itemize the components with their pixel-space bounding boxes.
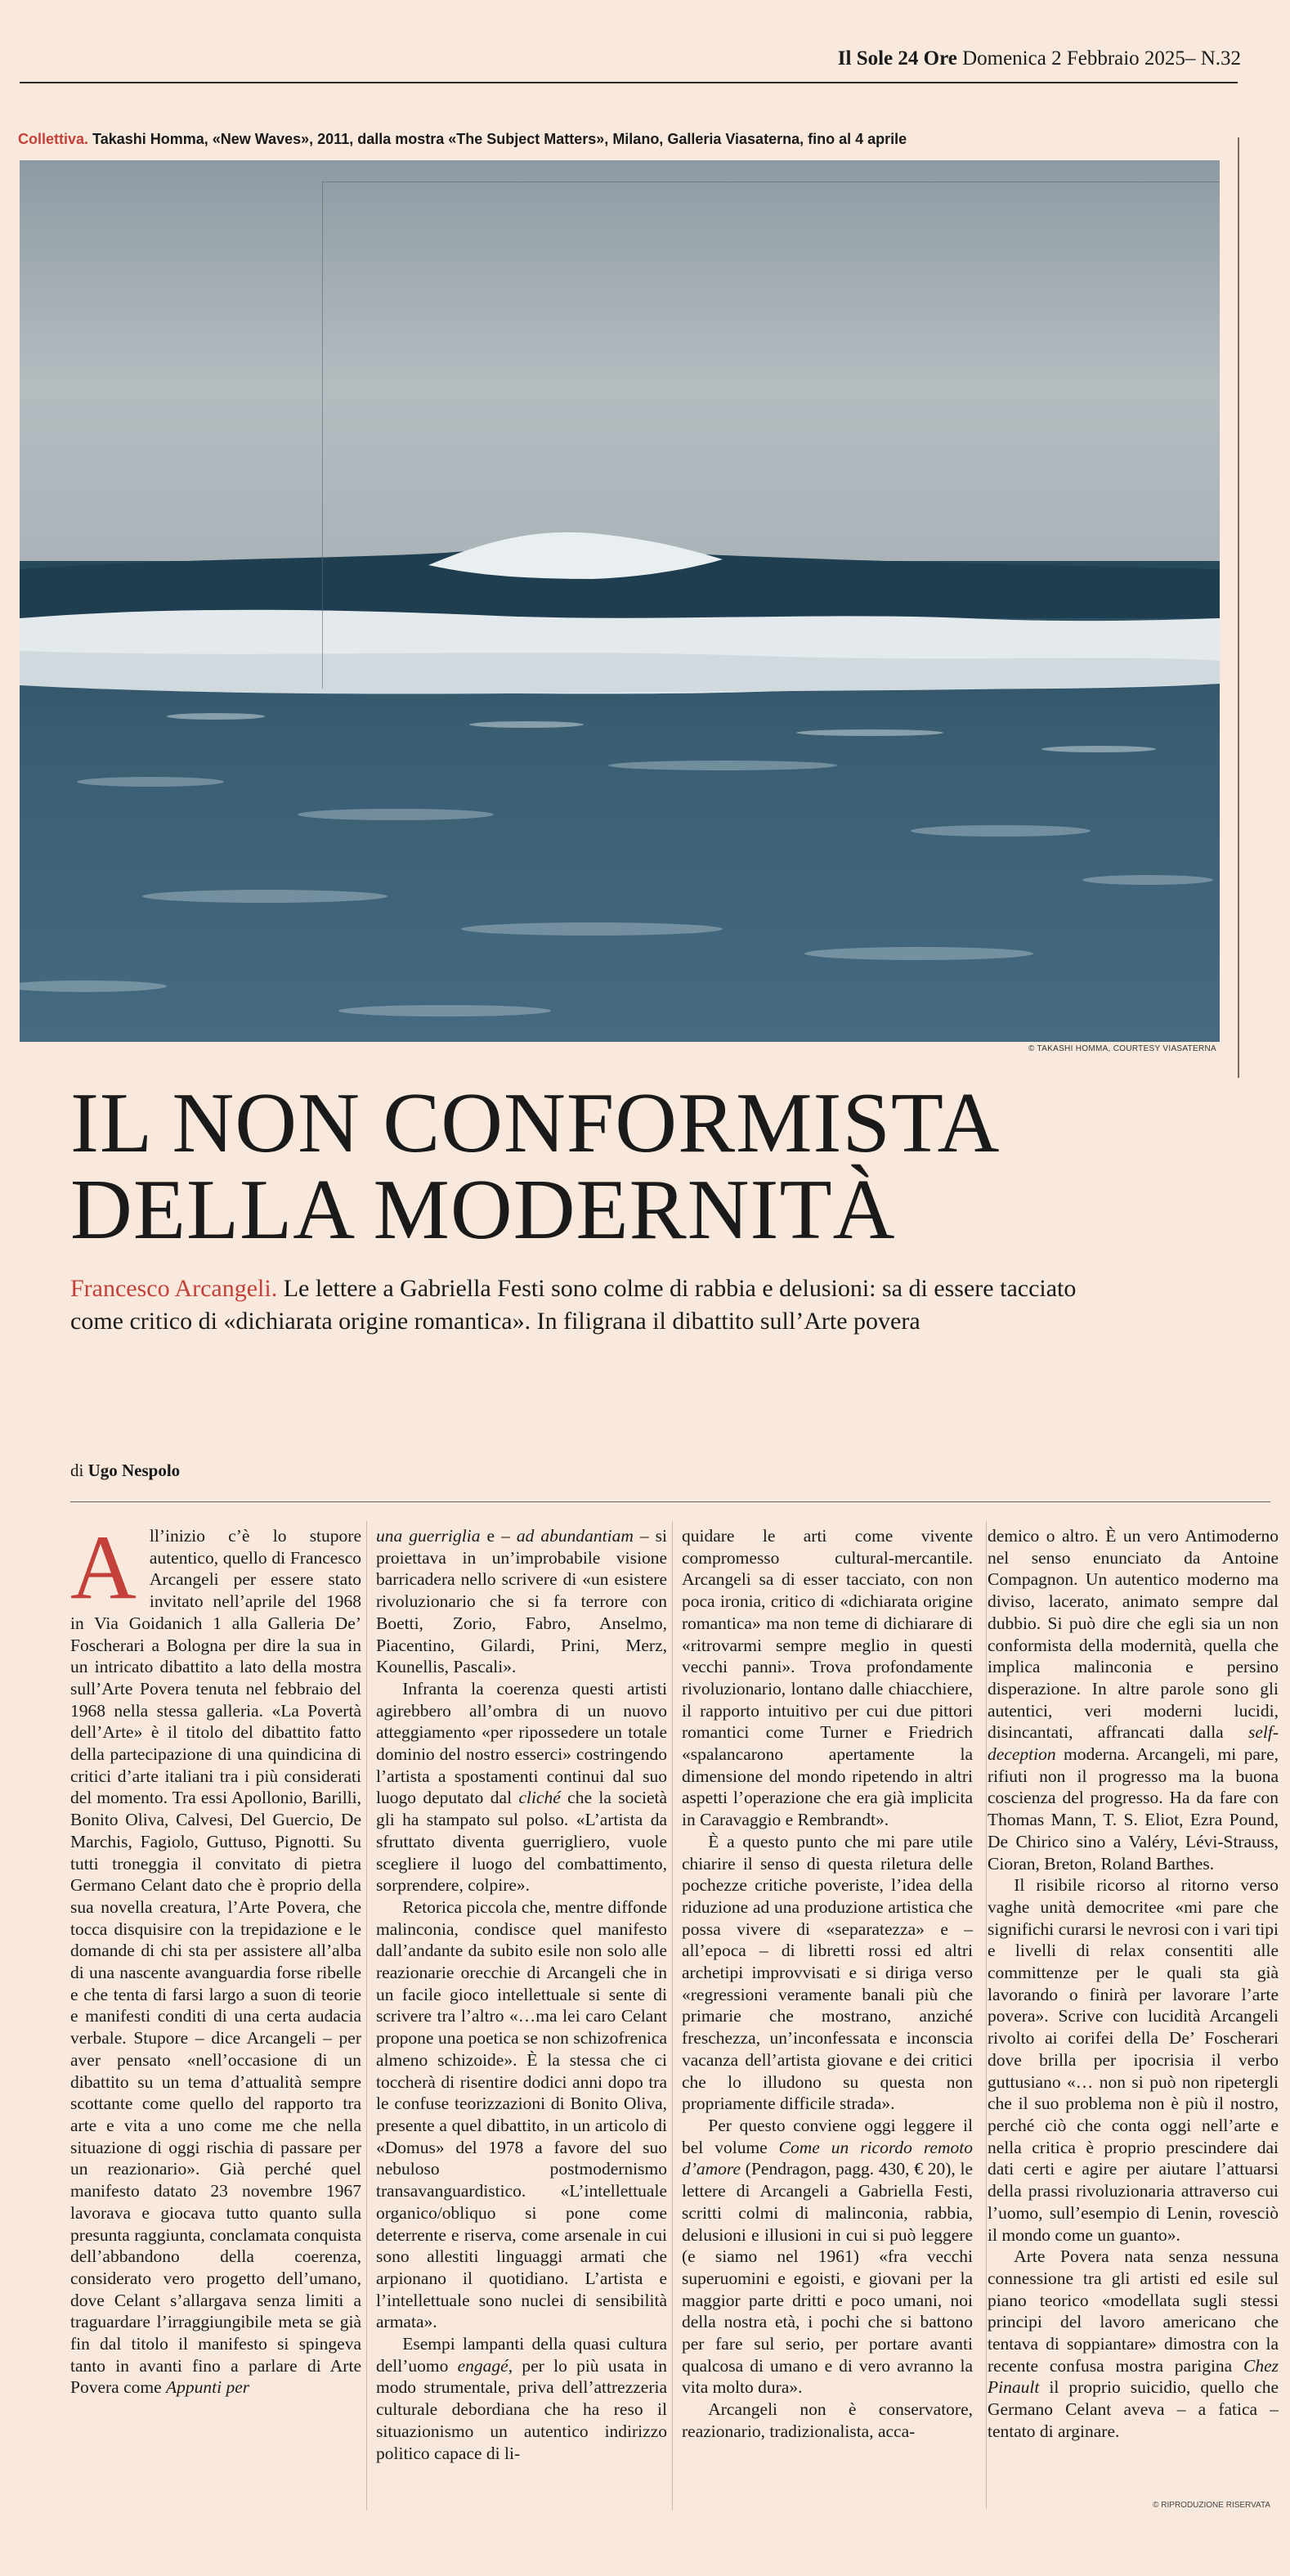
italic-text: ad abundantiam [516,1526,634,1546]
paragraph-text: demico o altro. È un vero Antimoderno nel senso enunciato da Antoine Compagnon. Un autentico moderno ma diviso, lacerato, animato sempre dal dubbio. Si può dire che egli sia un non conformista della modernità, quella che implica malinconia e persino disperazione. In altre parole sono gli autentici, veri moderni lucidi, disincantati, affrancati dalla [988,1526,1279,1743]
masthead-brand: Il Sole 24 Ore [837,47,957,70]
article-paragraph [376,1525,667,1678]
paragraph-text: , per lo più usata in modo strumentale, priva dell’attrezzeria culturale debordiana che ha reso il situazionismo un autentico indirizzo politico capace di li- [376,2355,667,2463]
article-paragraph [682,2115,973,2399]
caption-text: Takashi Homma, «New Waves», 2011, dalla mostra «The Subject Matters», Milano, Galleria Viasaterna, fino al 4 aprile [92,131,907,147]
article-paragraph: Retorica piccola che, mentre diffonde malinconia, condisce quel manifesto dall’andante da subito esile non solo alle reazionarie orecchie di Arcangeli che in un facile gioco intellettuale si sente di scrivere tra l’altro «…ma lei caro Celant propone una poetica se non schizofrenica almeno schizoide». È la stessa che ci toccherà di risentire dodici anni dopo tra le confuse teorizzazioni di Bonito Oliva, presente a quel dibattito, in un articolo di «Domus» del 1978 a favore del suo nebuloso postmodernismo transavanguardistico. «L’intellettuale organico/obliquo si pone come deterrente e riserva, come arsenale in cui sono allestiti linguaggi armati che arpionano il quotidiano. L’artista e l’intellettuale sono nuclei di sensibilità armata». [376,1896,667,2332]
article-column-3 [682,1525,973,2443]
paragraph-text: moderna. Arcangeli, mi pare, rifiuti non il progresso ma la buona coscienza del progresso. Ha da fare con Thomas Mann, T. S. Eliot, Ezra Pound, De Chirico sino a Valéry, Lévi-Strauss, Cioran, Breton, Roland Barthes. [988,1744,1279,1874]
article-column-4 [988,1525,1279,2443]
byline-rule [70,1501,1270,1502]
paragraph-text: che la società gli ha stampato sul polso. «L’artista da sfruttato diventa guerrigliero, vuole scegliere il luogo del combattimento, sorprendere, colpire». [376,1788,667,1896]
article-paragraph: quidare le arti come vivente compromesso cultural-mercantile. Arcangeli sa di esser tacciato, con non poca ironia, critico di «dichiarata origine romantica» ma non teme di dichiarare di «ritrovarmi sempre meglio in questi vecchi panni». Trova profondamente rivoluzionario, lontano dalle chiacchiere, il rapporto intuitivo per cui due pittori romantici come Turner e Friedrich «spalancarono apertamente la dimensione del mondo ripetendo in altri aspetti l’operazione che era già implicita in Caravaggio e Rembrandt». [682,1526,973,1830]
italic-text: Chez Pinault [988,2355,1279,2398]
article-paragraph: Arcangeli non è conservatore, reazionario, tradizionalista, acca- [682,2399,973,2441]
column-rule [366,1521,367,2511]
headline-line-2: DELLA MODERNITÀ [70,1161,896,1257]
masthead-issue: – N.32 [1185,47,1241,70]
standfirst [70,1272,1133,1338]
paragraph-text: Infranta la coerenza questi artisti agirebbero all’ombra di un nuovo atteggiamento «per ripossedere un totale dominio del nostro esserci» costringendo l’artista a spostamenti continui dal suo luogo deputato dal [376,1678,667,1808]
masthead [838,47,1241,70]
drop-cap: A [70,1517,137,1618]
headline-line-1: IL NON CONFORMISTA [70,1075,1001,1170]
byline [70,1461,180,1481]
italic-text: cliché [518,1788,561,1808]
paragraph-text: – si proiettava in un’improbabile visione barricadera nello scrivere di «un esistere rivoluzionario che si fa terrore con Boetti, Zorio, Fabro, Anselmo, Piacentino, Gilardi, Prini, Merz, Kounellis, Pascali». [376,1526,667,1677]
italic-text: self-deception [988,1722,1279,1765]
article-column-2 [376,1525,667,2464]
photo-caption [18,131,907,148]
standfirst-text: Le lettere a Gabriella Festi sono colme di rabbia e delusioni: sa di essere tacciato come critico di «dichiarata origine romantica». In filigrana il dibattito sull’Arte povera [70,1275,1077,1335]
sea-wave-photo [20,160,1220,1042]
masthead-date: Domenica 2 Febbraio 2025 [962,47,1185,70]
paragraph-text: Arte Povera nata senza nessuna connessione tra gli artisti ed esile sul piano teorico «modellata sugli stessi principi del lavoro americano che tentava di soppiantare» dimostra con la recente confusa mostra parigina [988,2246,1279,2376]
sea-wave-illustration [20,160,1220,1042]
paragraph-text: (Pendragon, pagg. 430, € 20), le lettere di Arcangeli a Gabriella Festi, scritti colmi di malinconia, rabbia, delusioni e illusioni in cui si può leggere (e siamo nel 1961) «fra vecchi superuomini e egoisti, e giovani per la maggior parte dritti e poco umani, noi della nostra età, i pochi che si battono per fare sul serio, per portare avanti qualcosa di umano e di vero avranno la vita molto dura». [682,2159,973,2398]
paragraph-text: Esempi lampanti della quasi cultura dell’uomo [376,2334,667,2376]
paragraph-text: Per questo conviene oggi leggere il bel volume [682,2115,973,2157]
byline-author: Ugo Nespolo [87,1461,181,1480]
article-paragraph [988,1525,1279,1874]
vertical-rule [1238,137,1239,1078]
italic-text: una guerriglia [376,1526,481,1546]
byline-prefix: di [70,1461,84,1480]
standfirst-name: Francesco Arcangeli. [70,1275,278,1302]
article-paragraph [70,1517,361,2399]
article-paragraph [376,1678,667,1896]
italic-text: Appunti per [166,2377,250,2398]
article-paragraph: Il risibile ricorso al ritorno verso vaghe unità democritee «mi pare che significhi curarsi le nevrosi con i vari tipi e livelli di relax consentiti alle committenze per le quali sta già lavorando o finirà per lavorare l’arte povera». Scrive con lucidità Arcangeli rivolto ai corifei della De’ Foscherari dove brilla per ipocrisia il verbo guttusiano «… non si può non ripetergli che il suo problema non è più il nostro, perché ciò che conta oggi nell’arte e nella critica è proprio prescindere dai dati certi e agire per aiutare l’attuarsi della prassi rivoluzionaria attraverso cui l’uomo, sull’esempio di Lenin, rovesciò il mondo come un guanto». [988,1875,1279,2245]
article-column-1 [70,1517,361,2399]
article-paragraph [988,2246,1279,2442]
italic-text: engagé [457,2355,508,2376]
photo-credit: © TAKASHI HOMMA, COURTESY VIASATERNA [1028,1044,1216,1053]
italic-text: Come un ricordo remoto d’amore [682,2137,973,2179]
column-rule [672,1521,673,2511]
paragraph-text: e – [480,1526,517,1546]
headline [70,1075,1001,1257]
paragraph-text: ll’inizio c’è lo stupore autentico, quello di Francesco Arcangeli per essere stato invitato nell’aprile del 1968 in Via Goidanich 1 alla Galleria De’ Foscherari a Bologna per dire la sua in un intricato dibattito a lato della mostra sull’Arte Povera tenuta nel febbraio del 1968 nella stessa galleria. «La Povertà dell’Arte» è il titolo del dibattito fatto della partecipazione di una quindicina di critici d’arte italiani tra i più considerati del momento. Tra essi Apollonio, Barilli, Bonito Oliva, Calvesi, Del Guercio, De Marchis, Fagiolo, Guttuso, Pignotti. Su tutti troneggia il convitato di pietra Germano Celant dato che è proprio della sua novella creatura, l’Arte Povera, che tocca disquisire con la trepidazione e le domande di chi sta per assistere all’alba di una nascente avanguardia forse ribelle e che tenta di farsi largo a suon di teorie e manifesti conditi di una certa audacia verbale. Stupore – dice Arcangeli – per aver pensato «nell’occasione di un dibattito su un tema d’attualità sempre scottante come quello del rapporto tra arte e vita a uno come me che nella situazione di oggi rischia di passare per un reazionario». Già perché quel manifesto datato 23 novembre 1967 lavorava e giocava tutto quanto sulla presunta raggiunta, conclamata conquista dell’abbandono della coerenza, considerato vero progetto dell’umano, dove Celant s’allargava senza limiti a traguardare l’irraggiungibile meta se già fin dal titolo il manifesto si spingeva tanto in avanti fino a parlare di Arte Povera come [70,1526,361,2398]
top-rule [20,82,1238,83]
caption-label: Collettiva. [18,131,89,147]
copyright-note: © RIPRODUZIONE RISERVATA [1153,2501,1270,2510]
article-paragraph [376,2333,667,2464]
paragraph-text: il proprio suicidio, quello che Germano Celant aveva – a fatica – tentato di arginare. [988,2377,1279,2441]
article-paragraph: È a questo punto che mi pare utile chiarire il senso di questa riletura delle pochezze critiche poveriste, l’idea della riduzione ad una produzione artistica che possa vivere di «separatezza» e – all’epoca – di libretti rossi ed altri archetipi improvvisati e si diriga verso «regressioni veramente banali più che primarie che mostrano, anziché freschezza, un’inconfessata e inconscia vacanza dell’artista giovane e dei critici che lo illudono su questa non propriamente difficile strada». [682,1831,973,2114]
